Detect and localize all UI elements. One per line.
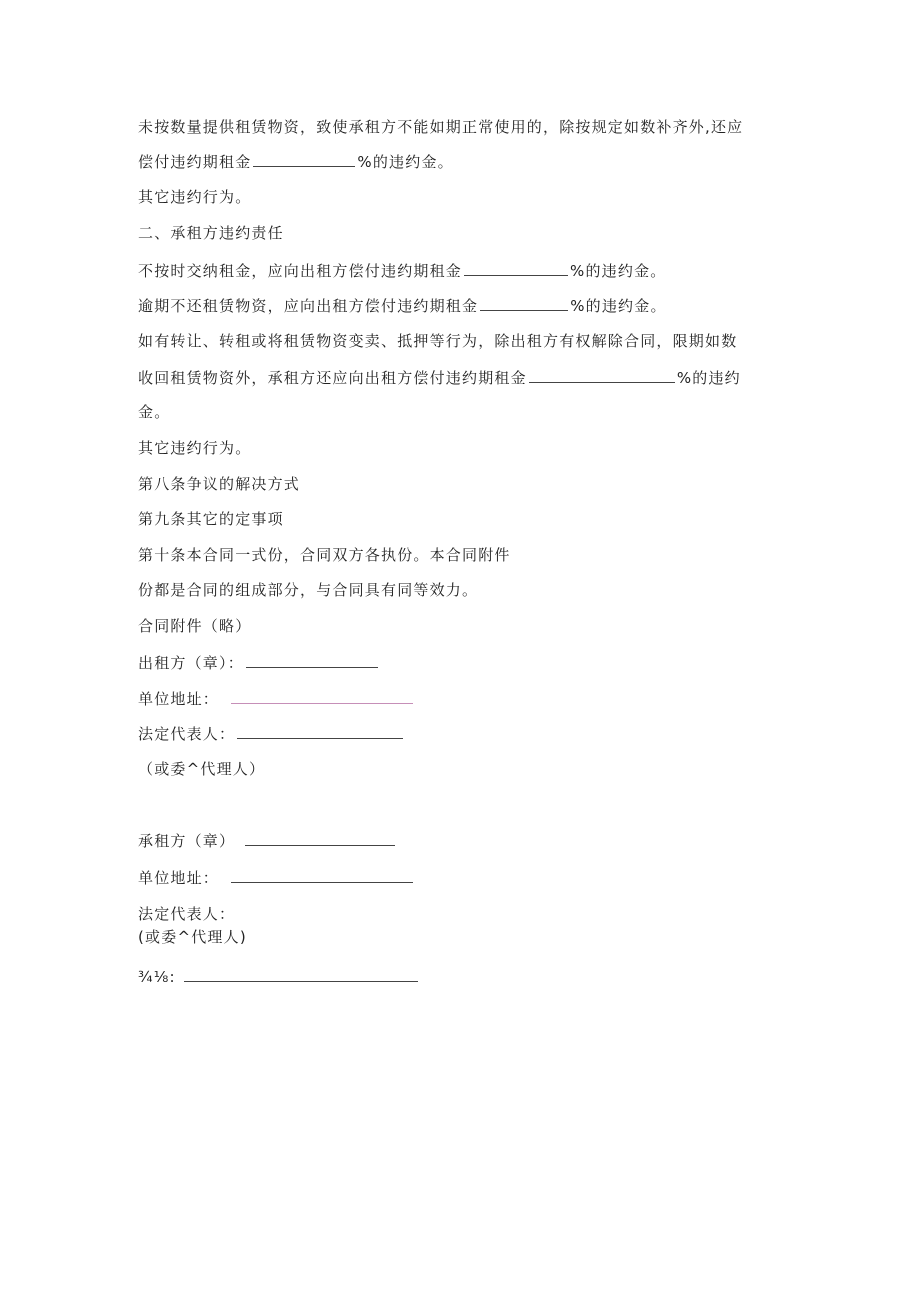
paragraph xyxy=(138,295,667,316)
section-heading xyxy=(138,223,284,243)
signature-line xyxy=(138,688,415,709)
lessor-stamp-field[interactable] xyxy=(246,652,378,668)
article-heading xyxy=(138,509,284,529)
text: 偿付违约期租金 xyxy=(138,153,252,171)
text: 第九条其它的定事项 xyxy=(138,510,284,528)
signature-line xyxy=(138,723,405,744)
lessee-stamp-field[interactable] xyxy=(245,830,395,846)
text: 第八条争议的解决方式 xyxy=(138,475,301,493)
text: 其它违约行为。 xyxy=(138,188,252,206)
label: ¾⅛: xyxy=(138,968,176,986)
text: 如有转让、转租或将租赁物资变卖、抵押等行为，除出租方有权解除合同，限期如数 xyxy=(138,332,738,350)
text: 其它违约行为。 xyxy=(138,439,252,457)
text: （或委^代理人） xyxy=(138,760,266,778)
fill-in-blank[interactable] xyxy=(464,260,568,276)
text: 金。 xyxy=(138,403,171,421)
signature-line xyxy=(138,652,380,673)
signature-line xyxy=(138,867,415,888)
text: 收回租赁物资外，承租方还应向出租方偿付违约期租金 xyxy=(138,369,527,387)
paragraph xyxy=(138,616,251,636)
fill-in-blank[interactable] xyxy=(529,367,675,383)
signature-line xyxy=(138,966,420,987)
text: 逾期不还租赁物资，应向出租方偿付违约期租金 xyxy=(138,297,479,315)
fill-in-blank[interactable] xyxy=(480,295,568,311)
paragraph xyxy=(138,187,251,207)
text: (或委^代理人) xyxy=(138,928,247,946)
text: 合同附件（略） xyxy=(138,617,252,635)
paragraph xyxy=(138,438,251,458)
signature-line xyxy=(138,759,265,779)
text: %的违约金。 xyxy=(570,262,667,280)
text: %的违约金。 xyxy=(357,153,454,171)
signature-line xyxy=(138,927,247,947)
paragraph-line xyxy=(138,545,511,565)
lessor-address-field[interactable] xyxy=(231,688,413,704)
label: 单位地址： xyxy=(138,869,220,887)
signature-line xyxy=(138,830,397,851)
paragraph-line xyxy=(138,117,743,137)
paragraph-line xyxy=(138,402,170,422)
paragraph-line xyxy=(138,331,737,351)
fill-in-blank[interactable] xyxy=(253,151,355,167)
label: 出租方（章）： xyxy=(138,654,244,672)
text: 第十条本合同一式份，合同双方各执份。本合同附件 xyxy=(138,546,511,564)
label: 单位地址： xyxy=(138,690,220,708)
label: 法定代表人： xyxy=(138,725,236,743)
lessor-representative-field[interactable] xyxy=(237,723,403,739)
text: 二、承租方违约责任 xyxy=(138,224,284,242)
label: 法定代表人： xyxy=(138,905,236,923)
fill-in-blank[interactable] xyxy=(184,966,418,982)
paragraph-line xyxy=(138,580,478,600)
text: %的违约金。 xyxy=(570,297,667,315)
paragraph-line xyxy=(138,151,454,172)
text: %的违约 xyxy=(676,369,741,387)
paragraph xyxy=(138,260,666,281)
text: 未按数量提供租赁物资，致使承租方不能如期正常使用的，除按规定如数补齐外,还应 xyxy=(138,118,744,136)
text: 不按时交纳租金，应向出租方偿付违约期租金 xyxy=(138,262,463,280)
lessee-address-field[interactable] xyxy=(231,867,413,883)
label: 承租方（章） xyxy=(138,832,236,850)
text: 份都是合同的组成部分，与合同具有同等效力。 xyxy=(138,581,479,599)
paragraph-line xyxy=(138,367,741,388)
signature-line xyxy=(138,904,235,924)
article-heading xyxy=(138,474,300,494)
